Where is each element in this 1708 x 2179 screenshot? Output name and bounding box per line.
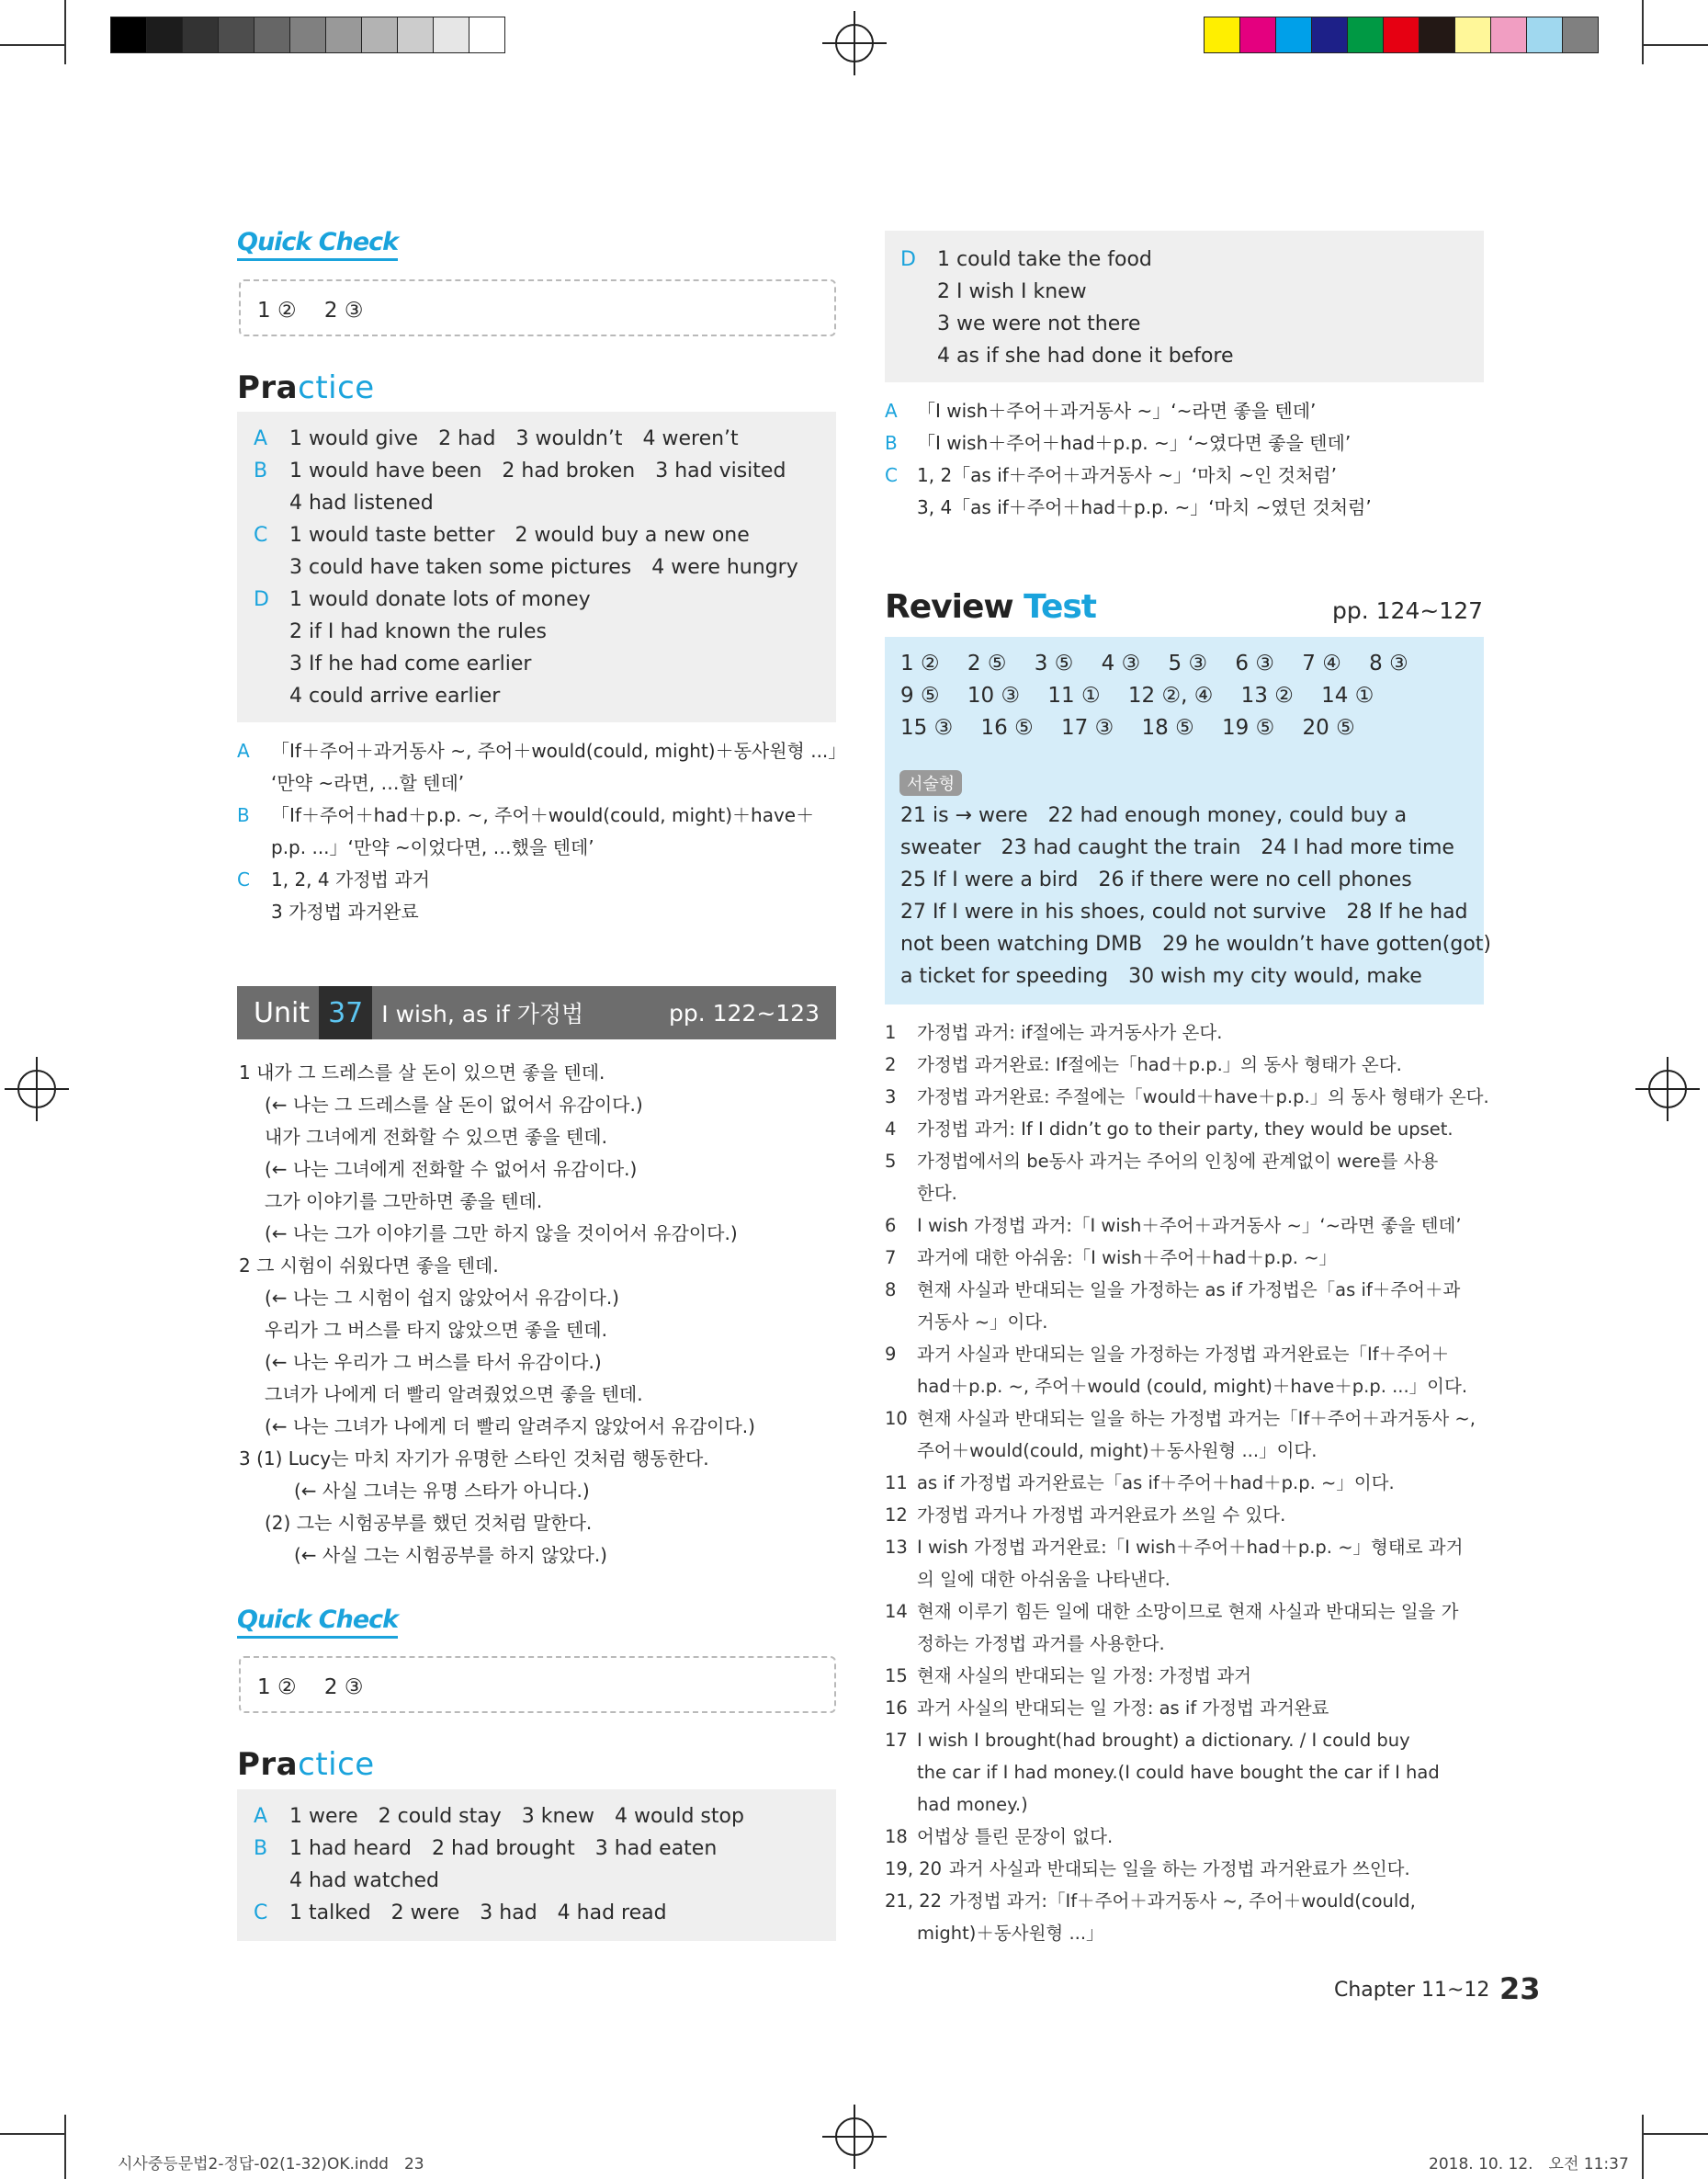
section-letter: B (254, 1837, 268, 1860)
registration-mark-icon (822, 11, 887, 75)
color-swatch (469, 17, 504, 52)
explanation-line (885, 1209, 1462, 1242)
section-letter: A (237, 740, 250, 762)
translation-line: 3 (1) Lucy는 마치 자기가 유명한 스타인 것처럼 행동한다. (239, 1447, 709, 1470)
line-text: 4 had listened (289, 492, 434, 515)
line-text: 3 If he had come earlier (289, 653, 532, 675)
translation-line: 우리가 그 버스를 타지 않았으면 좋을 텐데. (265, 1319, 607, 1341)
review-line: 9 ⑤ 10 ③ 11 ① 12 ②, ④ 13 ② 14 ① (900, 684, 1374, 708)
question-number: 6 (885, 1215, 897, 1236)
answer-line (254, 680, 500, 712)
quick-check-answers: 1 ② 2 ③ (239, 279, 836, 336)
chapter-label: Chapter 11~12 (1334, 1979, 1490, 2002)
line-text: 「I wish＋주어＋과거동사 ~」‘~라면 좋을 텐데’ (917, 400, 1317, 422)
explanation-text: 주어＋would(could, might)＋동사원형 ...」이다. (917, 1440, 1318, 1461)
color-swatch (1455, 17, 1491, 52)
explanation-line (885, 1499, 1285, 1531)
question-number: 17 (885, 1730, 908, 1751)
essay-badge: 서술형 (899, 770, 962, 796)
answer-line (254, 1865, 439, 1897)
review-line: a ticket for speeding 30 wish my city would, make (900, 965, 1422, 988)
explanation-text: I wish I brought(had brought) a dictionary. / I could buy (917, 1730, 1410, 1751)
explanation-line (885, 1049, 1402, 1081)
line-text: 1 would give 2 had 3 wouldn’t 4 weren’t (289, 427, 739, 450)
explanation-text: 과거 사실과 반대되는 일을 가정하는 가정법 과거완료는「If＋주어＋ (917, 1344, 1450, 1365)
explanation-line (885, 1917, 1104, 1949)
color-swatch (434, 17, 469, 52)
review-test-pages: pp. 124~127 (1332, 597, 1484, 624)
color-swatch (255, 17, 290, 52)
explanation-text: had money.) (917, 1794, 1028, 1815)
translation-line: (← 사실 그녀는 유명 스타가 아니다.) (294, 1480, 590, 1502)
explanation-text: 현재 사실의 반대되는 일 가정: 가정법 과거 (917, 1665, 1251, 1686)
color-swatch (183, 17, 219, 52)
color-swatch (1384, 17, 1420, 52)
color-swatch (1240, 17, 1276, 52)
explanation-text: 가정법 과거나 가정법 과거완료가 쓰일 수 있다. (917, 1504, 1286, 1526)
line-text: 3 가정법 과거완료 (271, 901, 419, 923)
explanation-line (885, 1853, 1410, 1885)
explanation-line (885, 1595, 1458, 1628)
explanation-text: 현재 이루기 힘든 일에 대한 소망이므로 현재 사실과 반대되는 일을 가 (917, 1601, 1459, 1622)
crop-mark (1644, 2133, 1708, 2135)
explanation-line (885, 1692, 1329, 1724)
crop-mark (1644, 44, 1708, 46)
line-text: 1 talked 2 were 3 had 4 had read (289, 1901, 667, 1924)
explanation-text: 가정법 과거완료: If절에는「had＋p.p.」의 동사 형태가 온다. (917, 1054, 1402, 1075)
question-number: 5 (885, 1151, 897, 1172)
answer-line (254, 455, 786, 487)
explanation-text: 어법상 틀린 문장이 없다. (917, 1826, 1114, 1847)
translation-line: (← 나는 그 드레스를 살 돈이 없어서 유감이다.) (265, 1094, 643, 1116)
section-letter: C (254, 1901, 268, 1924)
color-swatch (1420, 17, 1455, 52)
line-text: 4 had watched (289, 1869, 440, 1892)
quick-check-heading: Quick Check (237, 228, 398, 261)
explanation-text: 가정법 과거: If I didn’t go to their party, they would be upset. (917, 1118, 1453, 1140)
translation-line: (← 사실 그는 시험공부를 하지 않았다.) (294, 1544, 607, 1566)
explanation-text: 과거 사실과 반대되는 일을 하는 가정법 과거완료가 쓰인다. (949, 1858, 1410, 1879)
color-swatch (147, 17, 183, 52)
question-number: 19, 20 (885, 1858, 943, 1879)
explanation-text: 과거에 대한 아쉬움:「I wish＋주어＋had＋p.p. ~」 (917, 1247, 1338, 1268)
explanation-text: as if 가정법 과거완료는「as if＋주어＋had＋p.p. ~」이다. (917, 1472, 1395, 1493)
crop-mark (1642, 0, 1644, 64)
explanation-text: I wish 가정법 과거완료:「I wish＋주어＋had＋p.p. ~」형태로 과거 (917, 1537, 1464, 1558)
translation-line: 그녀가 나에게 더 빨리 알려줬었으면 좋을 텐데. (265, 1383, 643, 1405)
review-line: 21 is → were 22 had enough money, could buy a (900, 804, 1408, 827)
explanation-line (885, 1628, 1165, 1660)
question-number: 8 (885, 1279, 897, 1300)
explanation-line (885, 1660, 1251, 1692)
line-text: 1 would taste better 2 would buy a new one (289, 524, 750, 547)
registration-mark-icon (5, 1057, 69, 1121)
answer-line (885, 460, 1337, 492)
answer-line (237, 864, 430, 896)
page-number: 23 (1499, 1971, 1541, 2006)
explanation-line (885, 1177, 957, 1209)
line-text: 2 if I had known the rules (289, 620, 547, 643)
line-text: 1, 2, 4 가정법 과거 (271, 868, 430, 891)
translation-line: 내가 그녀에게 전화할 수 있으면 좋을 텐데. (265, 1126, 607, 1148)
question-number: 21, 22 (885, 1890, 943, 1912)
explanation-line (885, 1402, 1476, 1435)
review-line: 15 ③ 16 ⑤ 17 ③ 18 ⑤ 19 ⑤ 20 ⑤ (900, 716, 1355, 740)
question-number: 7 (885, 1247, 897, 1268)
review-test-heading: Review Test (885, 588, 1096, 626)
explanation-line (885, 1885, 1416, 1917)
explanation-line (885, 1113, 1453, 1145)
section-letter: B (885, 432, 898, 454)
explanation-text: 가정법 과거: if절에는 과거동사가 온다. (917, 1022, 1223, 1043)
translation-line: 2 그 시험이 쉬웠다면 좋을 텐데. (239, 1254, 499, 1277)
answer-line (885, 395, 1316, 427)
answer-line (254, 1833, 717, 1865)
explanation-line (885, 1274, 1460, 1306)
answer-line (254, 1897, 667, 1929)
color-swatch (1348, 17, 1384, 52)
answer-line (885, 492, 1372, 524)
line-text: 1, 2「as if＋주어＋과거동사 ~」‘마치 ~인 것처럼’ (917, 464, 1337, 486)
explanation-line (885, 1821, 1113, 1853)
answer-line (254, 519, 750, 551)
answer-line (237, 800, 814, 832)
explanation-text: 거동사 ~」이다. (917, 1311, 1048, 1333)
color-swatch (111, 17, 147, 52)
question-number: 3 (885, 1086, 897, 1107)
translation-line: (← 나는 그녀에게 전화할 수 없어서 유감이다.) (265, 1158, 638, 1180)
line-text: 2 I wish I knew (937, 280, 1087, 303)
question-number: 13 (885, 1537, 908, 1558)
line-text: 「I wish＋주어＋had＋p.p. ~」‘~였다면 좋을 텐데’ (917, 432, 1352, 454)
explanation-text: 과거 사실의 반대되는 일 가정: as if 가정법 과거완료 (917, 1697, 1329, 1719)
color-swatch (219, 17, 255, 52)
answer-line (254, 487, 434, 519)
section-letter: C (885, 464, 898, 486)
answer-line (254, 648, 531, 680)
translation-line: (← 나는 그가 이야기를 그만 하지 않을 것이어서 유감이다.) (265, 1222, 738, 1244)
explanation-text: 가정법에서의 be동사 과거는 주어의 인칭에 관계없이 were를 사용 (917, 1151, 1439, 1172)
answer-line (254, 423, 739, 455)
unit-number: 37 (319, 986, 372, 1039)
answer-line (254, 551, 798, 584)
explanation-text: 현재 사실과 반대되는 일을 하는 가정법 과거는「If＋주어＋과거동사 ~, (917, 1408, 1476, 1429)
section-letter: D (254, 588, 269, 611)
practice-heading: Practice (237, 369, 375, 406)
review-line: 1 ② 2 ⑤ 3 ⑤ 4 ③ 5 ③ 6 ③ 7 ④ 8 ③ (900, 652, 1408, 675)
answer-line (237, 896, 419, 928)
crop-mark (0, 44, 64, 46)
answer-line (237, 767, 464, 800)
color-swatch (1563, 17, 1598, 52)
answer-line (900, 276, 1087, 308)
explanation-line (885, 1081, 1489, 1113)
line-text: 3 we were not there (937, 312, 1141, 335)
line-text: 1 could take the food (937, 248, 1152, 271)
section-letter: B (237, 804, 250, 826)
section-letter: A (254, 427, 268, 450)
process-color-bar (1204, 17, 1599, 53)
explanation-text: 가정법 과거완료: 주절에는「would＋have＋p.p.」의 동사 형태가 온다. (917, 1086, 1489, 1107)
color-swatch (398, 17, 434, 52)
question-number: 9 (885, 1344, 897, 1365)
review-line: not been watching DMB 29 he wouldn’t have gotten(got) (900, 933, 1491, 956)
explanation-line (885, 1756, 1440, 1788)
explanation-line (885, 1338, 1449, 1370)
crop-mark (1642, 2115, 1644, 2179)
explanation-line (885, 1306, 1047, 1338)
answer-line (254, 584, 591, 616)
color-swatch (1312, 17, 1348, 52)
unit-title: I wish, as if 가정법 (381, 1001, 584, 1027)
line-text: 「If＋주어＋had＋p.p. ~, 주어＋would(could, might)＋have＋ (271, 804, 815, 826)
answer-line (885, 427, 1351, 460)
question-number: 1 (885, 1022, 897, 1043)
explanation-text: 현재 사실과 반대되는 일을 가정하는 as if 가정법은「as if＋주어＋과 (917, 1279, 1461, 1300)
practice-heading-2: Practice (237, 1746, 375, 1783)
print-date: 2018. 10. 12. 오전 11:37 (1429, 2155, 1629, 2173)
translation-line: (← 나는 그녀가 나에게 더 빨리 알려주지 않았어서 유감이다.) (265, 1415, 755, 1437)
crop-mark (0, 2133, 64, 2135)
question-number: 10 (885, 1408, 908, 1429)
answer-line (237, 735, 846, 767)
grayscale-color-bar (110, 17, 505, 53)
section-letter: D (900, 248, 916, 271)
question-number: 16 (885, 1697, 908, 1719)
line-text: 「If＋주어＋과거동사 ~, 주어＋would(could, might)＋동사원형 ...」 (271, 740, 847, 762)
explanation-line (885, 1370, 1467, 1402)
file-slug: 시사중등문법2-정답-02(1-32)OK.indd 23 (118, 2155, 424, 2173)
line-text: 1 would donate lots of money (289, 588, 591, 611)
color-swatch (362, 17, 398, 52)
color-swatch (326, 17, 362, 52)
explanation-text: had＋p.p. ~, 주어＋would (could, might)＋have＋p.p. ...」이다. (917, 1376, 1468, 1397)
translation-line: 1 내가 그 드레스를 살 돈이 있으면 좋을 텐데. (239, 1061, 605, 1084)
unit-header (237, 986, 836, 1039)
answer-line (900, 308, 1140, 340)
explanation-line (885, 1435, 1317, 1467)
explanation-text: 정하는 가정법 과거를 사용한다. (917, 1633, 1165, 1654)
translation-line: 그가 이야기를 그만하면 좋을 텐데. (265, 1190, 543, 1212)
color-swatch (1205, 17, 1240, 52)
explanation-text: the car if I had money.(I could have bought the car if I had (917, 1762, 1440, 1783)
crop-mark (64, 2115, 66, 2179)
line-text: p.p. ...」‘만약 ~이었다면, …했을 텐데’ (271, 836, 594, 858)
explanation-text: 의 일에 대한 아쉬움을 나타낸다. (917, 1569, 1171, 1590)
answer-line (900, 244, 1152, 276)
explanation-line (885, 1788, 1028, 1821)
question-number: 18 (885, 1826, 908, 1847)
explanation-line (885, 1145, 1438, 1177)
review-line: 27 If I were in his shoes, could not survive 28 If he had (900, 901, 1468, 924)
quick-check-answers-2: 1 ② 2 ③ (239, 1656, 836, 1713)
explanation-line (885, 1724, 1410, 1756)
color-swatch (290, 17, 326, 52)
explanation-line (885, 1531, 1463, 1563)
color-swatch (1276, 17, 1312, 52)
question-number: 12 (885, 1504, 908, 1526)
line-text: 4 could arrive earlier (289, 685, 501, 708)
translation-line: (← 나는 그 시험이 쉽지 않았어서 유감이다.) (265, 1287, 619, 1309)
section-letter: B (254, 460, 268, 482)
color-swatch (1491, 17, 1527, 52)
section-letter: A (254, 1805, 268, 1828)
answer-line (237, 832, 594, 864)
section-letter: C (254, 524, 268, 547)
answer-line (254, 1800, 744, 1833)
line-text: 1 were 2 could stay 3 knew 4 would stop (289, 1805, 744, 1828)
answer-line (254, 616, 547, 648)
explanation-text: 가정법 과거:「If＋주어＋과거동사 ~, 주어＋would(could, (949, 1890, 1416, 1912)
question-number: 15 (885, 1665, 908, 1686)
line-text: 1 had heard 2 had brought 3 had eaten (289, 1837, 718, 1860)
quick-check-heading-2: Quick Check (237, 1606, 398, 1639)
question-number: 14 (885, 1601, 908, 1622)
explanation-line (885, 1563, 1171, 1595)
question-number: 11 (885, 1472, 908, 1493)
unit-pages: pp. 122~123 (668, 999, 820, 1027)
answer-line (900, 340, 1234, 372)
registration-mark-icon (1635, 1057, 1700, 1121)
explanation-line (885, 1016, 1222, 1049)
explanation-line (885, 1242, 1337, 1274)
translation-line: (2) 그는 시험공부를 했던 것처럼 말한다. (265, 1512, 593, 1534)
line-text: 1 would have been 2 had broken 3 had visited (289, 460, 786, 482)
review-line: sweater 23 had caught the train 24 I had more time (900, 836, 1454, 859)
line-text: 3 could have taken some pictures 4 were hungry (289, 556, 798, 579)
line-text: 4 as if she had done it before (937, 345, 1234, 368)
color-swatch (1527, 17, 1563, 52)
registration-mark-icon (822, 2105, 887, 2169)
translation-line: (← 나는 우리가 그 버스를 타서 유감이다.) (265, 1351, 602, 1373)
unit-label: Unit (254, 996, 311, 1029)
explanation-text: I wish 가정법 과거:「I wish＋주어＋과거동사 ~」‘~라면 좋을 텐데’ (917, 1215, 1462, 1236)
section-letter: A (885, 400, 898, 422)
crop-mark (64, 0, 66, 64)
explanation-text: 한다. (917, 1183, 957, 1204)
line-text: 3, 4「as if＋주어＋had＋p.p. ~」‘마치 ~였던 것처럼’ (917, 496, 1372, 518)
question-number: 4 (885, 1118, 897, 1140)
review-line: 25 If I were a bird 26 if there were no cell phones (900, 868, 1412, 891)
explanation-line (885, 1467, 1395, 1499)
section-letter: C (237, 868, 250, 891)
question-number: 2 (885, 1054, 897, 1075)
explanation-text: might)＋동사원형 ...」 (917, 1923, 1104, 1944)
line-text: ‘만약 ~라면, …할 텐데’ (271, 772, 465, 794)
